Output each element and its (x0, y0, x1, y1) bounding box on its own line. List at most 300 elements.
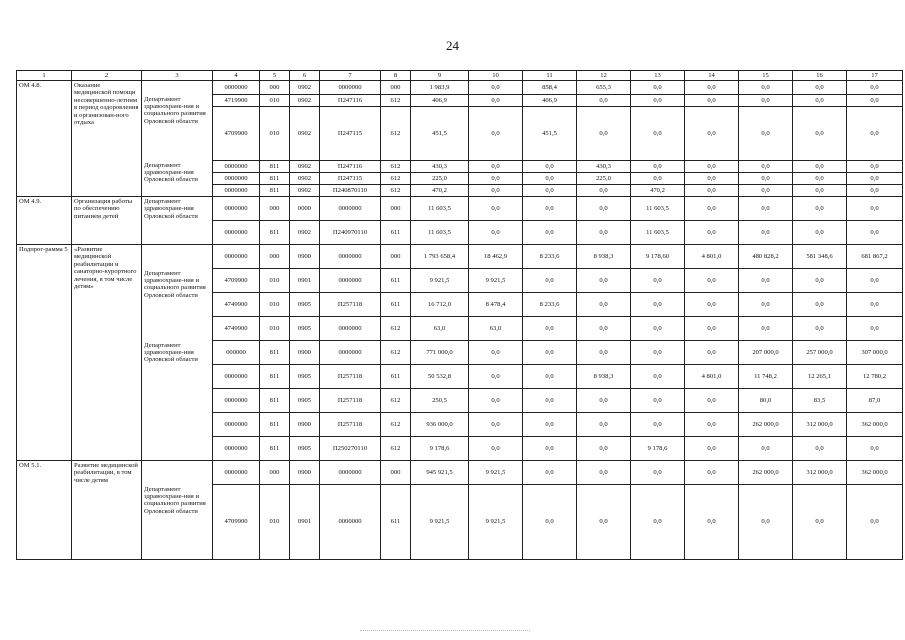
value-cell: 0,0 (577, 485, 631, 560)
value-cell: 0,0 (739, 437, 793, 461)
value-cell: 257 000,0 (793, 341, 847, 365)
value-cell: 010 (260, 485, 290, 560)
value-cell: 0,0 (739, 95, 793, 107)
value-cell: 470,2 (411, 185, 469, 197)
value-cell: 612 (381, 107, 411, 161)
program-code-cell: ОМ 4.8. (17, 81, 72, 197)
value-cell: 811 (260, 173, 290, 185)
value-cell: 12 265,1 (793, 365, 847, 389)
value-cell: 9 178,60 (631, 245, 685, 269)
value-cell: 0,0 (739, 81, 793, 95)
page-number: 24 (446, 38, 459, 53)
value-cell: 0000000 (213, 81, 260, 95)
value-cell: 811 (260, 161, 290, 173)
value-cell: 0,0 (793, 81, 847, 95)
value-cell: 0,0 (631, 461, 685, 485)
value-cell: 0,0 (847, 173, 903, 185)
value-cell: 0,0 (523, 221, 577, 245)
value-cell: 0,0 (847, 197, 903, 221)
column-header: 15 (739, 71, 793, 81)
value-cell: 0000000 (213, 185, 260, 197)
value-cell: 8 938,3 (577, 245, 631, 269)
budget-table (16, 70, 903, 560)
value-cell: 771 000,0 (411, 341, 469, 365)
value-cell: 0000000 (320, 485, 381, 560)
value-cell: 9 921,5 (411, 269, 469, 293)
value-cell: 000 (260, 245, 290, 269)
value-cell: 611 (381, 365, 411, 389)
value-cell: 612 (381, 95, 411, 107)
value-cell: 0,0 (793, 317, 847, 341)
value-cell: 50 532,8 (411, 365, 469, 389)
value-cell: 0,0 (577, 107, 631, 161)
value-cell: 0,0 (631, 161, 685, 173)
program-code-cell: Подпрог-рамма 5 (17, 245, 72, 461)
table-row (17, 95, 903, 107)
value-cell: 0000000 (213, 245, 260, 269)
column-header: 5 (260, 71, 290, 81)
value-cell: 811 (260, 413, 290, 437)
value-cell: 0,0 (523, 197, 577, 221)
value-cell: 4749900 (213, 317, 260, 341)
column-header: 12 (577, 71, 631, 81)
value-cell: 406,9 (523, 95, 577, 107)
value-cell: 655,3 (577, 81, 631, 95)
value-cell: 0,0 (469, 389, 523, 413)
value-cell: 451,5 (523, 107, 577, 161)
value-cell: 0,0 (631, 389, 685, 413)
value-cell: 000 (260, 461, 290, 485)
program-code-cell: ОМ 4.9. (17, 197, 72, 245)
value-cell: 430,3 (411, 161, 469, 173)
value-cell: 0000000 (213, 461, 260, 485)
value-cell: 581 348,6 (793, 245, 847, 269)
value-cell: 0000000 (320, 317, 381, 341)
value-cell: 0,0 (847, 161, 903, 173)
value-cell: 0,0 (685, 107, 739, 161)
value-cell: 12 780,2 (847, 365, 903, 389)
value-cell: 0,0 (847, 107, 903, 161)
executor-cell (142, 245, 213, 269)
value-cell: 8 233,6 (523, 293, 577, 317)
value-cell: 4709900 (213, 107, 260, 161)
value-cell: 4749900 (213, 293, 260, 317)
value-cell: 16 712,0 (411, 293, 469, 317)
value-cell: 0,0 (847, 95, 903, 107)
value-cell: 4 801,0 (685, 365, 739, 389)
value-cell: 0,0 (685, 95, 739, 107)
value-cell: 0,0 (847, 185, 903, 197)
value-cell: 0,0 (631, 269, 685, 293)
value-cell: 0,0 (523, 413, 577, 437)
value-cell: 11 603,5 (631, 197, 685, 221)
executor-cell: Департамент здравоохране-ния Орловской области (142, 197, 213, 245)
table-row (17, 197, 903, 221)
value-cell: 0,0 (793, 293, 847, 317)
value-cell: 0905 (290, 293, 320, 317)
value-cell: 18 462,9 (469, 245, 523, 269)
value-cell: 0,0 (631, 293, 685, 317)
value-cell: 0000000 (320, 245, 381, 269)
value-cell: 0,0 (793, 95, 847, 107)
value-cell: 0000000 (213, 197, 260, 221)
value-cell: 80,0 (739, 389, 793, 413)
value-cell: 225,0 (577, 173, 631, 185)
value-cell: 262 000,0 (739, 461, 793, 485)
value-cell: 000 (381, 197, 411, 221)
value-cell: 0000 (290, 197, 320, 221)
executor-cell: Департамент здравоохране-ния и социального развития Орловской области (142, 95, 213, 161)
value-cell: 0905 (290, 317, 320, 341)
value-cell: 0000000 (320, 341, 381, 365)
value-cell: 612 (381, 437, 411, 461)
value-cell: 0,0 (793, 185, 847, 197)
value-cell: 0,0 (631, 173, 685, 185)
value-cell: 0,0 (793, 173, 847, 185)
value-cell: 250,5 (411, 389, 469, 413)
column-header: 9 (411, 71, 469, 81)
value-cell: 0,0 (739, 107, 793, 161)
value-cell: 451,5 (411, 107, 469, 161)
value-cell: 936 000,0 (411, 413, 469, 437)
value-cell: 0000000 (213, 173, 260, 185)
value-cell: 611 (381, 221, 411, 245)
value-cell: 0,0 (577, 341, 631, 365)
value-cell: 811 (260, 341, 290, 365)
value-cell: П240970110 (320, 221, 381, 245)
value-cell: 0000000 (213, 365, 260, 389)
value-cell: 0000000 (320, 81, 381, 95)
table-row (17, 245, 903, 269)
column-header: 11 (523, 71, 577, 81)
value-cell: 010 (260, 293, 290, 317)
value-cell: 0,0 (523, 185, 577, 197)
value-cell: 0905 (290, 365, 320, 389)
value-cell: 362 000,0 (847, 461, 903, 485)
value-cell: 0,0 (685, 161, 739, 173)
value-cell: 0,0 (631, 107, 685, 161)
value-cell: 612 (381, 173, 411, 185)
value-cell: 0000000 (320, 269, 381, 293)
value-cell: 0,0 (685, 485, 739, 560)
value-cell: 0902 (290, 221, 320, 245)
value-cell: 0,0 (793, 221, 847, 245)
value-cell: 0,0 (739, 317, 793, 341)
column-header: 6 (290, 71, 320, 81)
value-cell: 0,0 (523, 341, 577, 365)
value-cell: 0,0 (523, 365, 577, 389)
value-cell: 11 603,5 (411, 221, 469, 245)
table-row (17, 81, 903, 95)
program-name-cell: Оказание медицинской помощи несовершенно-летним в период оздоровления и организован-ного отдыха (72, 81, 142, 197)
value-cell: 811 (260, 437, 290, 461)
column-header: 7 (320, 71, 381, 81)
value-cell: 010 (260, 317, 290, 341)
value-cell: 0,0 (739, 293, 793, 317)
value-cell: 0,0 (631, 317, 685, 341)
value-cell: 0900 (290, 461, 320, 485)
value-cell: 010 (260, 95, 290, 107)
value-cell: 1 793 658,4 (411, 245, 469, 269)
value-cell: 0,0 (469, 107, 523, 161)
value-cell: 0,0 (523, 269, 577, 293)
value-cell: 9 921,5 (411, 485, 469, 560)
value-cell: 0,0 (469, 185, 523, 197)
value-cell: 0,0 (739, 173, 793, 185)
value-cell: 262 000,0 (739, 413, 793, 437)
value-cell: 0,0 (685, 341, 739, 365)
value-cell: 406,9 (411, 95, 469, 107)
value-cell: 9 921,5 (469, 485, 523, 560)
value-cell: 4 801,0 (685, 245, 739, 269)
header-row (17, 71, 903, 81)
value-cell: 0,0 (847, 81, 903, 95)
value-cell: 0,0 (523, 437, 577, 461)
column-header: 17 (847, 71, 903, 81)
page-footer-line (360, 630, 530, 632)
executor-cell (142, 461, 213, 485)
value-cell: 000 (381, 81, 411, 95)
value-cell: 0,0 (523, 317, 577, 341)
value-cell: 000 (381, 461, 411, 485)
value-cell: 0,0 (469, 161, 523, 173)
value-cell: 0000000 (213, 221, 260, 245)
value-cell: 0,0 (631, 413, 685, 437)
value-cell: 0,0 (685, 293, 739, 317)
value-cell: 0,0 (685, 437, 739, 461)
value-cell: 0,0 (577, 293, 631, 317)
value-cell: 0,0 (577, 389, 631, 413)
value-cell: 0902 (290, 81, 320, 95)
table-row (17, 269, 903, 293)
value-cell: 207 000,0 (739, 341, 793, 365)
value-cell: 0,0 (847, 317, 903, 341)
value-cell: 858,4 (523, 81, 577, 95)
value-cell: П250270110 (320, 437, 381, 461)
column-header: 13 (631, 71, 685, 81)
value-cell: 0,0 (469, 413, 523, 437)
value-cell: 0,0 (577, 197, 631, 221)
value-cell: 0902 (290, 161, 320, 173)
value-cell: 0,0 (685, 173, 739, 185)
value-cell: 4719900 (213, 95, 260, 107)
value-cell: 611 (381, 293, 411, 317)
value-cell: 0,0 (685, 185, 739, 197)
value-cell: 0,0 (469, 437, 523, 461)
value-cell: 0,0 (523, 485, 577, 560)
value-cell: 0900 (290, 413, 320, 437)
value-cell: 0,0 (793, 161, 847, 173)
value-cell: 0902 (290, 107, 320, 161)
value-cell: 0902 (290, 173, 320, 185)
value-cell: 0905 (290, 437, 320, 461)
value-cell: 0,0 (685, 413, 739, 437)
value-cell: 0,0 (469, 341, 523, 365)
value-cell: 0,0 (793, 269, 847, 293)
executor-cell: Департамент здравоохране-ния и социального развития Орловской области (142, 485, 213, 560)
value-cell: 0,0 (577, 461, 631, 485)
value-cell: 612 (381, 341, 411, 365)
column-header: 4 (213, 71, 260, 81)
value-cell: 811 (260, 221, 290, 245)
value-cell: 0,0 (847, 269, 903, 293)
value-cell: П257118 (320, 389, 381, 413)
value-cell: 612 (381, 413, 411, 437)
executor-cell: Департамент здравоохране-ния Орловской области (142, 161, 213, 197)
table-row (17, 461, 903, 485)
value-cell: 0,0 (469, 81, 523, 95)
value-cell: 000 (260, 81, 290, 95)
executor-cell: Департамент здравоохране-ния Орловской области (142, 341, 213, 461)
value-cell: 0902 (290, 185, 320, 197)
value-cell: 4709900 (213, 485, 260, 560)
value-cell: 4709900 (213, 269, 260, 293)
value-cell: 0,0 (685, 197, 739, 221)
value-cell: 312 000,0 (793, 461, 847, 485)
value-cell: 430,3 (577, 161, 631, 173)
value-cell: П247115 (320, 107, 381, 161)
value-cell: 9 921,5 (469, 461, 523, 485)
column-header: 1 (17, 71, 72, 81)
value-cell: 0,0 (523, 461, 577, 485)
value-cell: 0,0 (523, 173, 577, 185)
value-cell: П257118 (320, 365, 381, 389)
value-cell: 312 000,0 (793, 413, 847, 437)
program-code-cell: ОМ 5.1. (17, 461, 72, 560)
value-cell: 811 (260, 185, 290, 197)
value-cell: 0,0 (631, 341, 685, 365)
value-cell: 0,0 (577, 269, 631, 293)
column-header: 3 (142, 71, 213, 81)
column-header: 16 (793, 71, 847, 81)
value-cell: 0,0 (577, 95, 631, 107)
value-cell: 8 233,6 (523, 245, 577, 269)
value-cell: П247116 (320, 161, 381, 173)
column-header: 14 (685, 71, 739, 81)
value-cell: 8 938,3 (577, 365, 631, 389)
value-cell: 0901 (290, 269, 320, 293)
value-cell: 0,0 (685, 317, 739, 341)
value-cell: 9 921,5 (469, 269, 523, 293)
value-cell: 0900 (290, 341, 320, 365)
value-cell: 0,0 (577, 317, 631, 341)
value-cell: 000 (260, 197, 290, 221)
value-cell: 811 (260, 389, 290, 413)
value-cell: 0,0 (739, 269, 793, 293)
value-cell: 0,0 (739, 197, 793, 221)
value-cell: 11 748,2 (739, 365, 793, 389)
value-cell: 0902 (290, 95, 320, 107)
value-cell: 611 (381, 269, 411, 293)
table-row (17, 341, 903, 365)
value-cell: 0000000 (213, 389, 260, 413)
value-cell: 0,0 (847, 221, 903, 245)
value-cell: 307 000,0 (847, 341, 903, 365)
value-cell: 0,0 (739, 221, 793, 245)
program-name-cell: Развитие медицинской реабилитации, в том числе детям (72, 461, 142, 560)
table-row (17, 485, 903, 560)
value-cell: 010 (260, 269, 290, 293)
value-cell: 0,0 (793, 485, 847, 560)
value-cell: 11 603,5 (631, 221, 685, 245)
value-cell: 010 (260, 107, 290, 161)
value-cell: 0,0 (685, 389, 739, 413)
value-cell: 0905 (290, 389, 320, 413)
value-cell: П247116 (320, 95, 381, 107)
value-cell: 63,0 (411, 317, 469, 341)
value-cell: 0,0 (685, 81, 739, 95)
value-cell: 8 478,4 (469, 293, 523, 317)
value-cell: 0,0 (577, 185, 631, 197)
value-cell: 0,0 (631, 365, 685, 389)
value-cell: 225,0 (411, 173, 469, 185)
value-cell: 0,0 (577, 437, 631, 461)
value-cell: 0,0 (847, 293, 903, 317)
column-header: 10 (469, 71, 523, 81)
value-cell: 0000000 (213, 413, 260, 437)
value-cell: П247115 (320, 173, 381, 185)
value-cell: 0,0 (631, 485, 685, 560)
program-name-cell: Организация работы по обеспечению питанием детей (72, 197, 142, 245)
value-cell: 0,0 (469, 95, 523, 107)
value-cell: 611 (381, 485, 411, 560)
value-cell: П257118 (320, 293, 381, 317)
value-cell: 0,0 (631, 95, 685, 107)
value-cell: 0,0 (847, 437, 903, 461)
value-cell: 0,0 (793, 107, 847, 161)
value-cell: 0,0 (739, 185, 793, 197)
program-name-cell: «Развитие медицинской реабилитации и санаторно-курортного лечения, в том числе детям» (72, 245, 142, 461)
value-cell: 0,0 (793, 197, 847, 221)
value-cell: 811 (260, 365, 290, 389)
value-cell: 612 (381, 389, 411, 413)
value-cell: 612 (381, 185, 411, 197)
value-cell: 0,0 (685, 269, 739, 293)
value-cell: П257118 (320, 413, 381, 437)
value-cell: 0,0 (739, 485, 793, 560)
value-cell: 0,0 (847, 485, 903, 560)
executor-cell (142, 81, 213, 95)
value-cell: 9 178,6 (411, 437, 469, 461)
value-cell: 1 983,9 (411, 81, 469, 95)
value-cell: 0,0 (685, 461, 739, 485)
value-cell: 0,0 (577, 221, 631, 245)
executor-cell: Департамент здравоохране-ния и социального развития Орловской области (142, 269, 213, 341)
value-cell: 0,0 (469, 197, 523, 221)
value-cell: 612 (381, 161, 411, 173)
column-header: 2 (72, 71, 142, 81)
value-cell: 0000000 (213, 161, 260, 173)
value-cell: 0000000 (320, 197, 381, 221)
value-cell: 681 867,2 (847, 245, 903, 269)
value-cell: 470,2 (631, 185, 685, 197)
value-cell: 0900 (290, 245, 320, 269)
value-cell: 63,0 (469, 317, 523, 341)
value-cell: 87,0 (847, 389, 903, 413)
value-cell: 0,0 (631, 81, 685, 95)
value-cell: 945 921,5 (411, 461, 469, 485)
value-cell: 0000000 (213, 437, 260, 461)
value-cell: 9 178,6 (631, 437, 685, 461)
value-cell: 0901 (290, 485, 320, 560)
value-cell: 0,0 (469, 173, 523, 185)
value-cell: 0000000 (320, 461, 381, 485)
value-cell: 11 603,5 (411, 197, 469, 221)
value-cell: П240870110 (320, 185, 381, 197)
column-header: 8 (381, 71, 411, 81)
value-cell: 000000 (213, 341, 260, 365)
value-cell: 362 000,0 (847, 413, 903, 437)
